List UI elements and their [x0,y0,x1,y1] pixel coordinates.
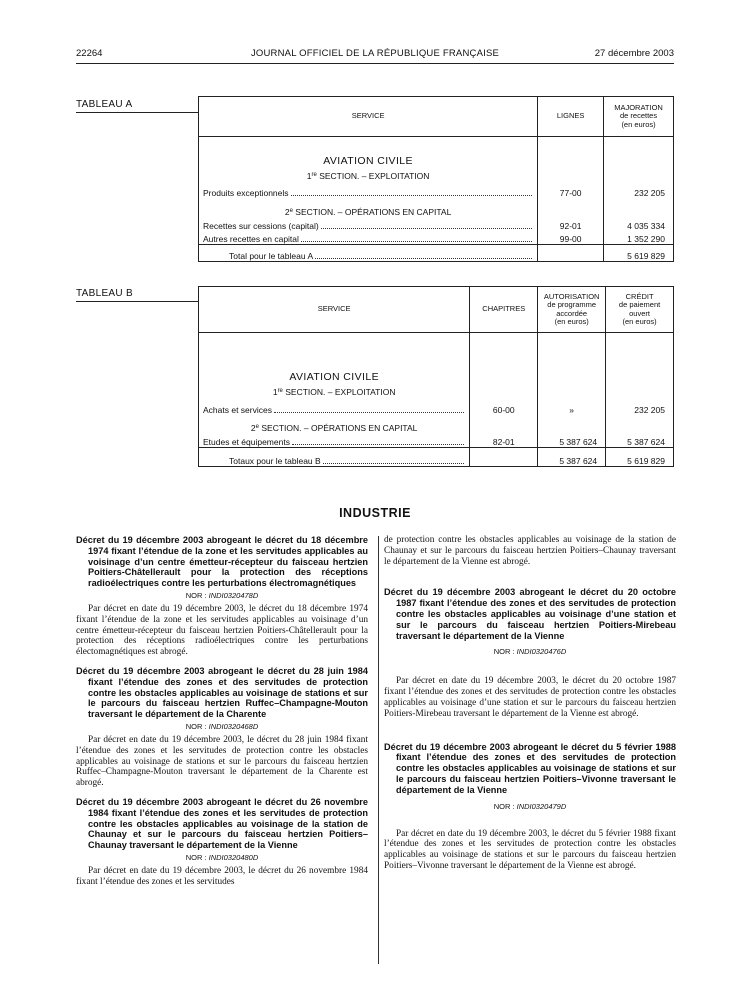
nor-reference: NOR : INDI0320480D [185,852,259,862]
nor-reference: NOR : INDI0320479D [493,801,567,811]
decree-body: Par décret en date du 19 décembre 2003, le décret du 28 juin 1984 fixant l’étendue des zones et les servitudes de protection contre les obstacles applicables au voisinage de stations et sur le parcours du faisceau hertzien Ruffec–Champagne-Mouton traversant le département de la Charente est abrogé. [76,734,368,789]
decree-body: Par décret en date du 19 décembre 2003, le décret du 5 février 1988 fixant l’étendue des zones et les servitudes de protection contre les obstacles applicables au voisinage de stations et sur le parcours du faisceau hertzien Poitiers–Vivonne traversant le département de la Vienne est abrogé. [384,828,676,871]
tableau-b-table [198,286,674,467]
tableau-a-row-amount: 4 035 334 [604,217,674,231]
tableau-a-row-amount: 232 205 [604,181,674,198]
decree-title: Décret du 19 décembre 2003 abrogeant le décret du 5 février 1988 fixant l’étendue des zones et des servitudes de protection contre les obstacles applicables au voisinage de stations et sur le parcours du faisceau hertzien Poitiers–Vivonne traversant le département de la Vienne [384,741,676,795]
tableau-a-row-label: Autres recettes en capital [203,234,299,244]
tableau-a-label: TABLEAU A [76,99,133,110]
decree [384,742,676,872]
tableau-b-row-label: Achats et services [203,404,272,415]
tableau-b-label-rule [76,301,198,302]
nor-reference: NOR : INDI0320468D [185,721,259,731]
decree-title: Décret du 19 décembre 2003 abrogeant le décret du 26 novembre 1984 fixant l’étendue des zones et les servitudes de protection contre les obstacles applicables au voisinage de la station de Chaunay et sur le parcours du faisceau hertzien Poitiers–Chaunay traversant le département de la Vienne [76,796,368,851]
tableau-a-row-label: Produits exceptionnels [203,187,289,198]
nor-reference: NOR : INDI0320476D [493,647,567,657]
tableau-a-heading: AVIATION CIVILE [323,154,413,167]
tableau-b-total-credit: 5 619 829 [606,448,674,467]
tableau-a-row-ligne: 99-00 [538,231,604,245]
tableau-a-total-label: Total pour le tableau A [229,251,314,261]
tableau-b-total-label: Totaux pour le tableau B [229,456,321,466]
tableau-b-header-autorisation: AUTORISATION de programme accordée (en euros) [538,287,606,333]
tableau-b-row-credit: 5 387 624 [606,433,674,448]
tableau-b-section-2: 2e SECTION. – OPÉRATIONS EN CAPITAL [199,415,470,433]
decree-title: Décret du 19 décembre 2003 abrogeant le décret du 18 décembre 1974 fixant l’étendue de la zone et les servitudes applicables au voisinage d’un centre émetteur-récepteur du faisceau hertzien Poitiers-Châtellerault pour la protection des réceptions radioélectriques contre les perturbations électromagnétiques [76,535,368,589]
tableau-b-header-chapitres: CHAPITRES [470,287,538,333]
tableau-a-header-service: SERVICE [199,97,538,137]
tableau-a-row-ligne: 77-00 [538,181,604,198]
issue-date: 27 décembre 2003 [594,48,674,59]
tableau-a-header-lignes: LIGNES [538,97,604,137]
tableau-b-row-chapitre: 82-01 [470,433,538,448]
tableau-b-header-credit: CRÉDIT de paiement ouvert (en euros) [606,287,674,333]
decree [76,666,368,789]
tableau-b-row-autorisation: 5 387 624 [538,433,606,448]
tableau-a-row-amount: 1 352 290 [604,231,674,245]
tableau-b-row-credit: 232 205 [606,397,674,415]
tableau-b-row-autorisation: » [538,397,606,415]
tableau-b-row-label: Etudes et équipements [203,437,290,447]
decree-title: Décret du 19 décembre 2003 abrogeant le décret du 28 juin 1984 fixant l’étendue des zones et des servitudes de protection contre les obstacles applicables au voisinage de stations et sur le parcours du faisceau hertzien Ruffec–Champagne-Mouton traversant le département de la Charente [76,665,368,720]
column-divider [378,536,379,964]
left-column [76,535,368,888]
decree [384,587,676,719]
right-column [384,535,676,872]
journal-title: JOURNAL OFFICIEL DE LA RÉPUBLIQUE FRANÇAISE [250,48,500,59]
page-number: 22264 [76,48,103,59]
nor-reference: NOR : INDI0320478D [185,590,259,600]
tableau-b-section-1: 1re SECTION. – EXPLOITATION [199,383,470,397]
tableau-b-heading: AVIATION CIVILE [289,370,379,383]
tableau-a-section-1: 1re SECTION. – EXPLOITATION [199,167,538,181]
tableau-b-header-service: SERVICE [199,287,470,333]
decree-title: Décret du 19 décembre 2003 abrogeant le décret du 20 octobre 1987 fixant l’étendue des zones et des servitudes de protection contre les obstacles applicables au voisinage d’une station et sur le parcours du faisceau hertzien Poitiers-Mirebeau traversant le département de la Vienne [384,587,676,641]
section-title: INDUSTRIE [339,506,411,520]
tableau-a-row-ligne: 92-01 [538,217,604,231]
tableau-b-total-autorisation: 5 387 624 [538,448,606,467]
tableau-a-section-2: 2e SECTION. – OPÉRATIONS EN CAPITAL [199,198,538,217]
tableau-a-total-amount: 5 619 829 [604,245,674,262]
tableau-a-header-majoration: MAJORATION de recettes (en euros) [604,97,674,137]
decree [76,797,368,888]
header-rule [76,63,674,64]
tableau-b-label: TABLEAU B [76,288,133,299]
tableau-a-row-label: Recettes sur cessions (capital) [203,220,319,231]
tableau-a-label-rule [76,112,198,113]
tableau-b-row-chapitre: 60-00 [470,397,538,415]
decree-body-continuation: de protection contre les obstacles applicables au voisinage de la station de Chaunay et sur le parcours du faisceau hertzien Poitiers–Chaunay traversant le département de la Vienne est abrogé. [384,535,676,567]
decree-body: Par décret en date du 19 décembre 2003, le décret du 18 décembre 1974 fixant l’étendue de la zone et les servitudes applicables au voisinage d’un centre émetteur-récepteur du faisceau hertzien Poitiers-Châtellerault pour la protection des réceptions radioélectriques contre les perturbations électomagnétiques est abrogé. [76,603,368,658]
tableau-a-table [198,96,674,262]
decree [76,535,368,658]
page-header [76,48,674,62]
decree-body: Par décret en date du 19 décembre 2003, le décret du 20 octobre 1987 fixant l’étendue des zones et des servitudes de protection contre les obstacles applicables au voisinage d’une station et sur le parcours du faisceau hertzien Poitiers-Mirebeau traversant le département de la Vienne est abrogé. [384,676,676,719]
decree-body: Par décret en date du 19 décembre 2003, le décret du 26 novembre 1984 fixant l’étendue des zones et les servitudes [76,865,368,887]
